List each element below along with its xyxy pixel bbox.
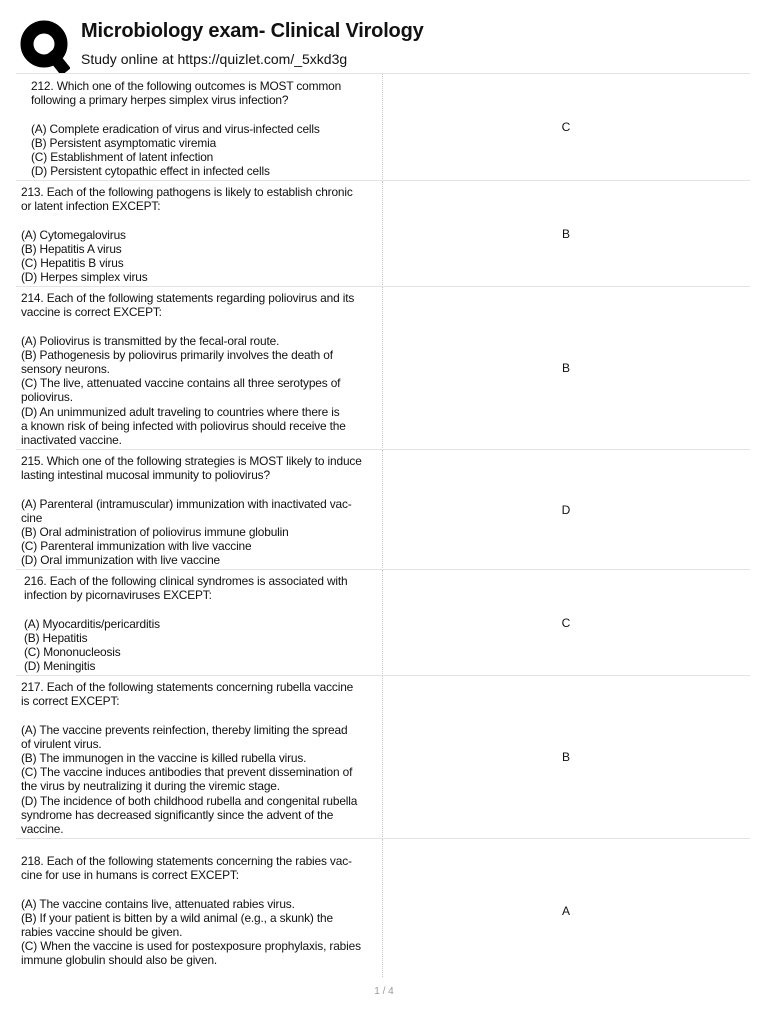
card-answer: B (561, 750, 570, 764)
card-answer: B (561, 361, 570, 375)
card-question: 214. Each of the following statements regarding poliovirus and its vaccine is correct EXCEPT: (A) Poliovirus is transmitted by the fecal-oral route. (B) Pathogenesis by poliovirus primarily involves the death of sensory neurons. (C) The live, attenuated vaccine contains all three serotypes of poliovirus. (D) An unimmunized adult traveling to countries where there is a known risk of being infected with poliovirus should receive the inactivated vaccine. (21, 291, 355, 448)
flashcard-row (16, 838, 750, 977)
study-link[interactable]: Study online at https://quizlet.com/_5xkd3g (81, 51, 348, 67)
flashcard-row (16, 286, 750, 450)
flashcard-row (16, 180, 750, 287)
flashcard-row (16, 449, 750, 570)
flashcard-row (16, 73, 750, 181)
card-question: 216. Each of the following clinical syndromes is associated with infection by picornaviruses EXCEPT: (A) Myocarditis/pericarditis (B) Hepatitis (C) Mononucleosis (D) Meningitis (24, 574, 348, 674)
card-question: 212. Which one of the following outcomes is MOST common following a primary herpes simplex virus infection? (A) Complete eradication of virus and virus-infected cells (B) Persistent asymptomatic viremia (C) Establishment of latent infection (D) Persistent cytopathic effect in infected cells (31, 79, 342, 179)
card-answer: C (561, 120, 571, 134)
card-answer: B (561, 227, 570, 241)
card-question: 213. Each of the following pathogens is likely to establish chronic or latent infection EXCEPT: (A) Cytomegalovirus (B) Hepatitis A virus (C) Hepatitis B virus (D) Herpes simplex virus (21, 185, 353, 285)
card-answer: C (561, 616, 571, 630)
card-question: 218. Each of the following statements concerning the rabies vac- cine for use in humans is correct EXCEPT: (A) The vaccine contains live, attenuated rabies virus. (B) If your patient is bitten by a wild animal (e.g., a skunk) the rabies vaccine should be given. (C) When the vaccine is used for postexposure prophylaxis, rabies immune globulin should also be given. (21, 854, 361, 968)
page-header (0, 0, 768, 74)
card-question: 217. Each of the following statements concerning rubella vaccine is correct EXCEPT: (A) The vaccine prevents reinfection, thereby limiting the spread of virulent virus. (B) The immunogen in the vaccine is killed rubella virus. (C) The vaccine induces antibodies that prevent dissemination of the virus by neutralizing it during the viremic stage. (D) The incidence of both childhood rubella and congenital rubella syndrome has decreased significantly since the advent of the vaccine. (21, 680, 358, 837)
card-answer: D (561, 503, 571, 517)
flashcard-row (16, 569, 750, 676)
flashcard-row (16, 675, 750, 839)
card-question: 215. Which one of the following strategies is MOST likely to induce lasting intestinal mucosal immunity to poliovirus? (A) Parenteral (intramuscular) immunization with inactivated vac- cine (B) Oral administration of poliovirus immune globulin (C) Parenteral immunization with live vaccine (D) Oral immunization with live vaccine (21, 454, 362, 568)
page-number: 1 / 4 (374, 986, 394, 997)
quizlet-logo-icon (20, 20, 70, 74)
card-answer: A (561, 904, 570, 918)
page-title: Microbiology exam- Clinical Virology (81, 20, 424, 42)
